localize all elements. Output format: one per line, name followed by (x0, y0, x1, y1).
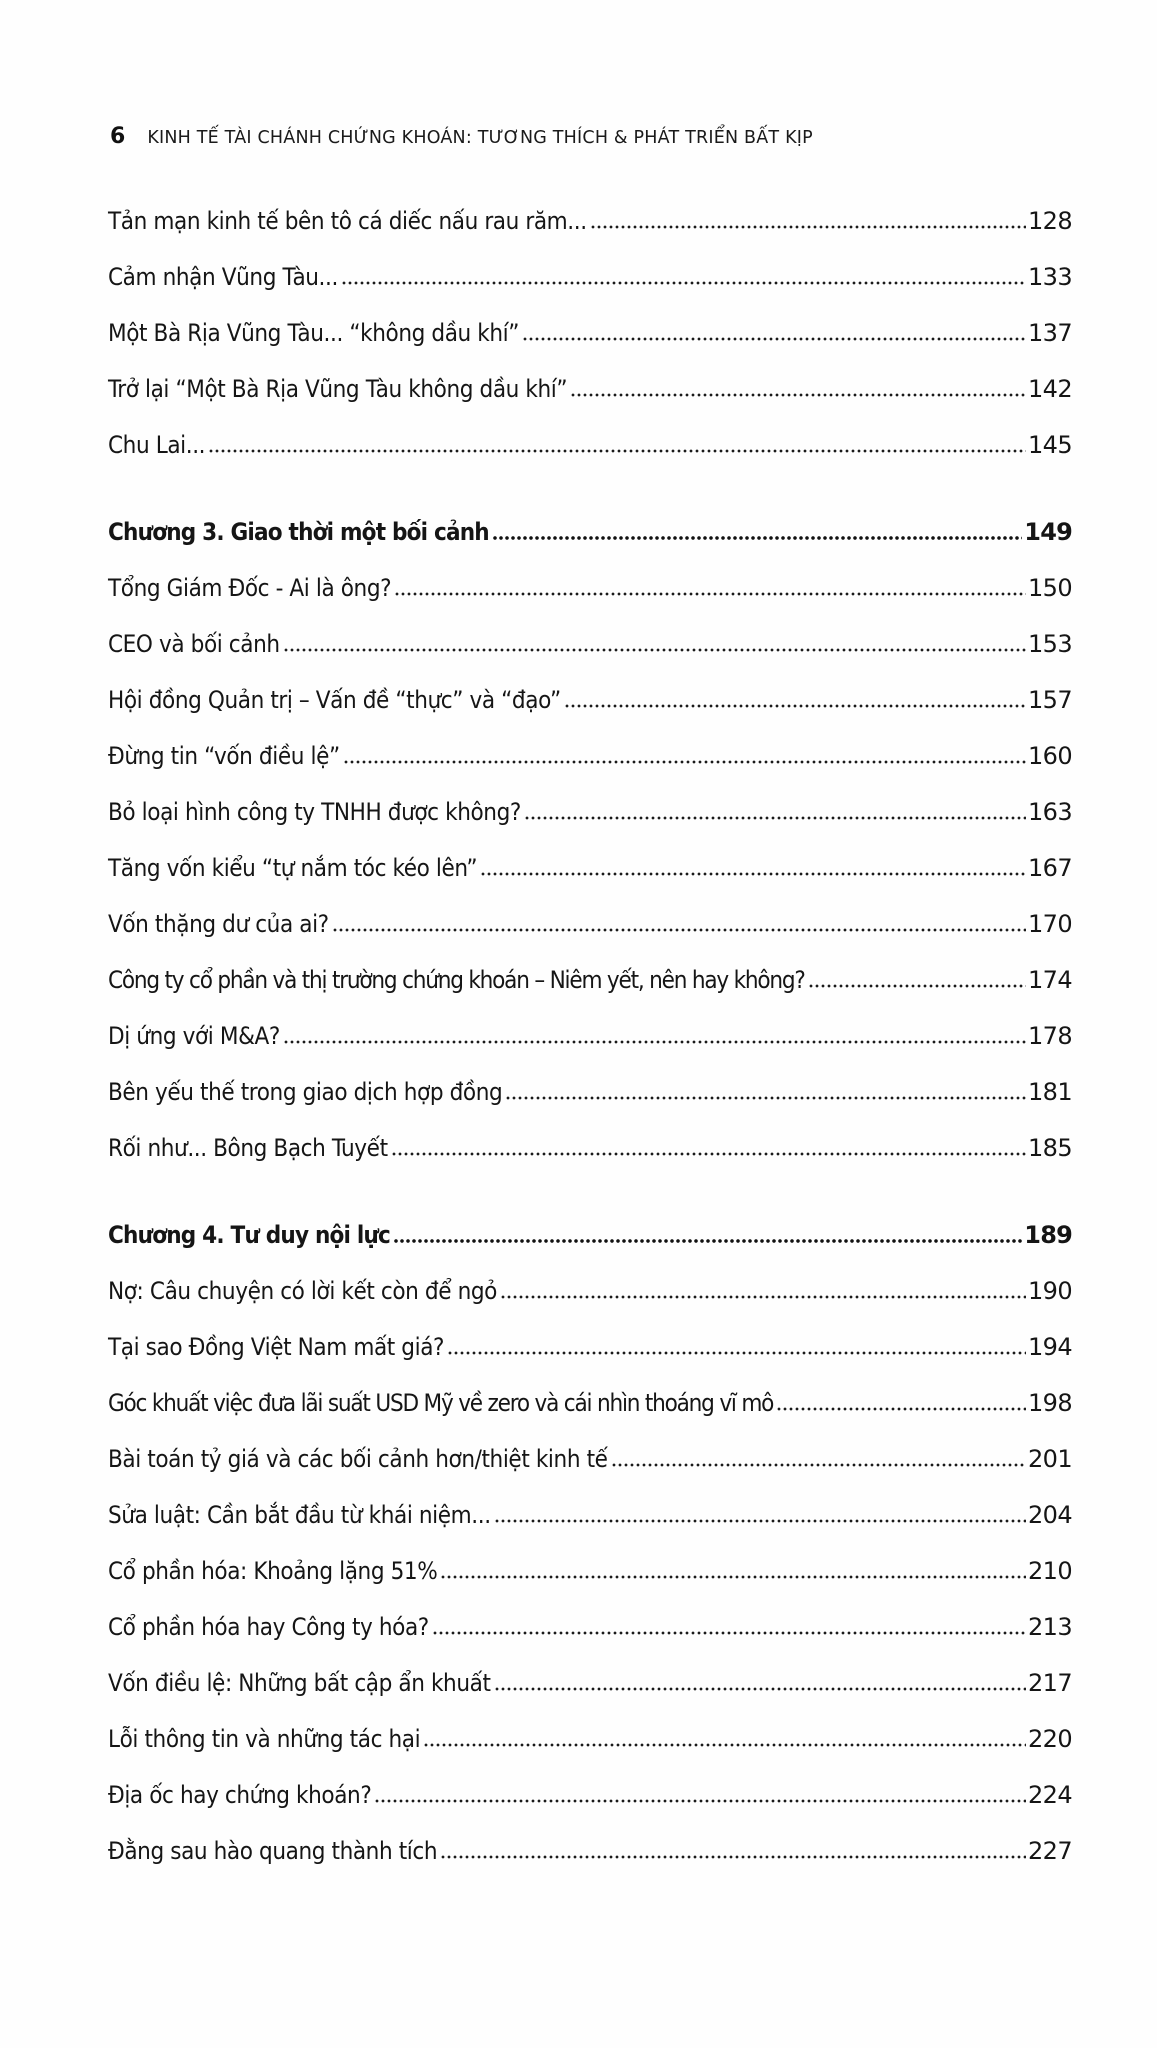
toc-entry[interactable] (108, 1377, 1072, 1417)
toc-entry[interactable] (108, 307, 1072, 347)
toc-entry-page: 217 (1027, 1669, 1072, 1697)
dot-leader (374, 1780, 1026, 1804)
toc-entry-page: 170 (1027, 910, 1072, 938)
chapter-page: 149 (1024, 518, 1072, 546)
toc-entry-title: Vốn thặng dư của ai? (108, 910, 329, 938)
toc-entry-page: 194 (1027, 1333, 1072, 1361)
toc-entry-title: Góc khuất việc đưa lãi suất USD Mỹ về zero và cái nhìn thoáng vĩ mô (108, 1389, 774, 1417)
toc-entry[interactable] (108, 1713, 1072, 1753)
toc-chapter-4[interactable] (108, 1209, 1072, 1249)
toc-entry[interactable] (108, 1657, 1072, 1697)
toc-entry-page: 220 (1027, 1725, 1072, 1753)
toc-entry-page: 160 (1027, 742, 1072, 770)
toc-entry[interactable] (108, 1825, 1072, 1865)
dot-leader (283, 629, 1026, 653)
toc-entry[interactable] (108, 562, 1072, 602)
toc-entry-page: 174 (1027, 966, 1072, 994)
toc-entry-page: 153 (1027, 630, 1072, 658)
toc-entry[interactable] (108, 1489, 1072, 1529)
toc-entry-page: 224 (1027, 1781, 1072, 1809)
toc-entry-page: 145 (1027, 431, 1072, 459)
chapter-title: Chương 3. Giao thời một bối cảnh (108, 518, 489, 546)
toc-entry[interactable] (108, 1265, 1072, 1305)
toc-entry-title: Nợ: Câu chuyện có lời kết còn để ngỏ (108, 1277, 497, 1305)
toc-entry-page: 142 (1027, 375, 1072, 403)
chapter-title: Chương 4. Tư duy nội lực (108, 1221, 391, 1249)
dot-leader (332, 909, 1026, 933)
toc-entry-page: 204 (1027, 1501, 1072, 1529)
dot-leader (808, 965, 1026, 989)
dot-leader (423, 1724, 1026, 1748)
toc-entry[interactable] (108, 954, 1072, 994)
toc-entry[interactable] (108, 786, 1072, 826)
dot-leader (393, 1220, 1022, 1244)
dot-leader (524, 797, 1026, 821)
toc-entry-title: Hội đồng Quản trị – Vấn đề “thực” và “đạo” (108, 686, 561, 714)
toc-entry-title: Vốn điều lệ: Những bất cập ẩn khuất (108, 1669, 491, 1697)
dot-leader (522, 318, 1026, 342)
toc-entry[interactable] (108, 251, 1072, 291)
toc-entry-title: Cổ phần hóa: Khoảng lặng 51% (108, 1557, 438, 1585)
dot-leader (391, 1133, 1026, 1157)
dot-leader (394, 573, 1026, 597)
dot-leader (480, 853, 1026, 877)
toc-entry[interactable] (108, 730, 1072, 770)
dot-leader (570, 374, 1026, 398)
toc-entry-page: 128 (1027, 207, 1072, 235)
chapter-page: 189 (1024, 1221, 1072, 1249)
toc-entry-page: 178 (1027, 1022, 1072, 1050)
toc-chapter-3[interactable] (108, 506, 1072, 546)
toc-entry-title: Sửa luật: Cần bắt đầu từ khái niệm... (108, 1501, 491, 1529)
toc-entry-title: Cảm nhận Vũng Tàu... (108, 263, 338, 291)
toc-entry-title: Lỗi thông tin và những tác hại (108, 1725, 421, 1753)
dot-leader (341, 262, 1026, 286)
dot-leader (440, 1836, 1026, 1860)
dot-leader (500, 1276, 1026, 1300)
toc-entry[interactable] (108, 195, 1072, 235)
toc-entry-page: 185 (1027, 1134, 1072, 1162)
toc-entry[interactable] (108, 419, 1072, 459)
toc-entry[interactable] (108, 1433, 1072, 1473)
toc-entry-title: Bỏ loại hình công ty TNHH được không? (108, 798, 521, 826)
toc-entry[interactable] (108, 842, 1072, 882)
page-number: 6 (110, 124, 126, 149)
dot-leader (564, 685, 1026, 709)
dot-leader (590, 206, 1026, 230)
toc-entry-page: 198 (1027, 1389, 1072, 1417)
toc-entry-title: Cổ phần hóa hay Công ty hóa? (108, 1613, 429, 1641)
toc-entry-title: Dị ứng với M&A? (108, 1022, 280, 1050)
toc-entry[interactable] (108, 363, 1072, 403)
toc-entry-page: 167 (1027, 854, 1072, 882)
toc-entry[interactable] (108, 898, 1072, 938)
dot-leader (492, 517, 1022, 541)
toc-entry-title: Tản mạn kinh tế bên tô cá diếc nấu rau răm... (108, 207, 587, 235)
toc-entry-page: 133 (1027, 263, 1072, 291)
dot-leader (432, 1612, 1026, 1636)
toc-entry-title: Chu Lai... (108, 431, 206, 459)
toc-entry-title: Đừng tin “vốn điều lệ” (108, 742, 340, 770)
dot-leader (611, 1444, 1026, 1468)
toc-entry[interactable] (108, 1010, 1072, 1050)
dot-leader (447, 1332, 1026, 1356)
toc-entry-page: 227 (1027, 1837, 1072, 1865)
toc-entry-page: 210 (1027, 1557, 1072, 1585)
dot-leader (776, 1388, 1026, 1412)
toc-entry[interactable] (108, 1545, 1072, 1585)
dot-leader (283, 1021, 1026, 1045)
dot-leader (208, 430, 1026, 454)
toc-entry[interactable] (108, 1769, 1072, 1809)
toc-entry-page: 150 (1027, 574, 1072, 602)
toc-entry-page: 213 (1027, 1613, 1072, 1641)
toc-entry-title: Trở lại “Một Bà Rịa Vũng Tàu không dầu khí” (108, 375, 568, 403)
toc-entry-page: 137 (1027, 319, 1072, 347)
toc-entry-title: Tăng vốn kiểu “tự nắm tóc kéo lên” (108, 854, 478, 882)
toc-entry-title: Đằng sau hào quang thành tích (108, 1837, 438, 1865)
toc-entry-page: 201 (1027, 1445, 1072, 1473)
toc-entry[interactable] (108, 1321, 1072, 1361)
toc-entry[interactable] (108, 1601, 1072, 1641)
toc-entry-page: 181 (1027, 1078, 1072, 1106)
dot-leader (494, 1500, 1026, 1524)
toc-entry-title: Địa ốc hay chứng khoán? (108, 1781, 372, 1809)
dot-leader (440, 1556, 1026, 1580)
toc-entry-page: 163 (1027, 798, 1072, 826)
toc-entry-title: Bài toán tỷ giá và các bối cảnh hơn/thiệt kinh tế (108, 1445, 608, 1473)
toc-entry-title: CEO và bối cảnh (108, 630, 280, 658)
dot-leader (343, 741, 1026, 765)
toc-entry[interactable] (108, 618, 1072, 658)
toc-entry-title: Một Bà Rịa Vũng Tàu... “không dầu khí” (108, 319, 520, 347)
toc-entry-title: Tổng Giám Đốc - Ai là ông? (108, 574, 392, 602)
toc-entry-title: Bên yếu thế trong giao dịch hợp đồng (108, 1078, 503, 1106)
toc-entry-title: Tại sao Đồng Việt Nam mất giá? (108, 1333, 445, 1361)
toc-entry[interactable] (108, 1122, 1072, 1162)
dot-leader (505, 1077, 1026, 1101)
running-header (110, 124, 1010, 156)
dot-leader (494, 1668, 1026, 1692)
toc-entry-title: Rối như... Bông Bạch Tuyết (108, 1134, 388, 1162)
toc-entry-page: 190 (1027, 1277, 1072, 1305)
toc-entry-title: Công ty cổ phần và thị trường chứng khoán – Niêm yết, nên hay không? (108, 966, 805, 994)
toc-entry[interactable] (108, 1066, 1072, 1106)
book-title: KINH TẾ TÀI CHÁNH CHỨNG KHOÁN: TƯƠNG THÍCH & PHÁT TRIỂN BẤT KỊP (147, 128, 813, 148)
toc-entry[interactable] (108, 674, 1072, 714)
toc-entry-page: 157 (1027, 686, 1072, 714)
